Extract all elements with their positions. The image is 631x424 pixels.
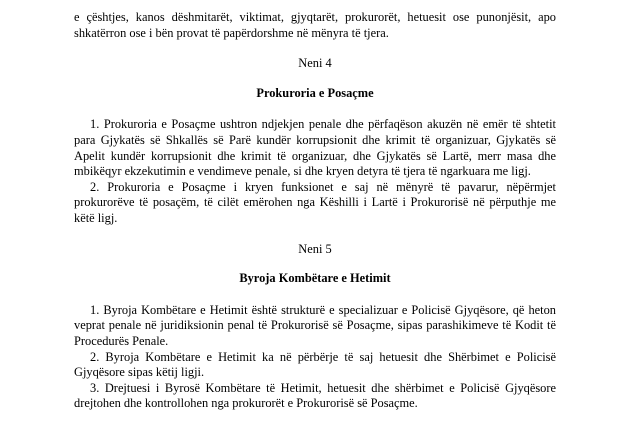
document-page	[74, 0, 556, 412]
article-paragraph: 3. Drejtuesi i Byrosë Kombëtare të Hetimit, hetuesit dhe shërbimet e Policisë Gjyqësore drejtohen dhe kontrollohen nga prokurorët e Prokurorisë së Posaçme.	[74, 380, 556, 411]
article-4	[74, 56, 556, 226]
intro-paragraph: e çështjes, kanos dëshmitarët, viktimat, gjyqtarët, prokurorët, hetuesit ose punonjësit, apo shkatërron ose i bën provat të papërdorshme në mënyra të tjera.	[74, 10, 556, 40]
article-number: Neni 5	[298, 241, 332, 256]
article-5	[74, 242, 556, 412]
article-paragraph: 1. Prokuroria e Posaçme ushtron ndjekjen penale dhe përfaqëson akuzën në emër të shtetit para Gjykatës së Shkallës së Parë kundër korrupsionit dhe krimit të organizuar, Gjykatës së Apelit kundër korrupsionit dhe krimit të organizuar, dhe Gjykatës së Lartë, merr masa dhe mbikëqyr ekzekutimin e vendimeve penale, si dhe kryen detyra të tjera të ngarkuara me ligj.	[74, 117, 556, 179]
article-paragraph: 1. Byroja Kombëtare e Hetimit është strukturë e specializuar e Policisë Gjyqësore, që heton veprat penale në juridiksionin penal të Prokurorisë së Posaçme, sipas parashikimeve të Kodit të Procedurës Penale.	[74, 302, 556, 348]
article-paragraph: 2. Byroja Kombëtare e Hetimit ka në përbërje të saj hetuesit dhe Shërbimet e Policisë Gjyqësore sipas këtij ligji.	[74, 349, 556, 380]
article-title: Byroja Kombëtare e Hetimit	[239, 271, 391, 286]
article-paragraph: 2. Prokuroria e Posaçme i kryen funksionet e saj në mënyrë të pavarur, nëpërmjet prokurorëve të posaçëm, të cilët emërohen nga Këshilli i Lartë i Prokurorisë në përputhje me këtë ligj.	[74, 179, 556, 225]
article-number: Neni 4	[298, 56, 332, 71]
article-title: Prokuroria e Posaçme	[256, 85, 374, 100]
